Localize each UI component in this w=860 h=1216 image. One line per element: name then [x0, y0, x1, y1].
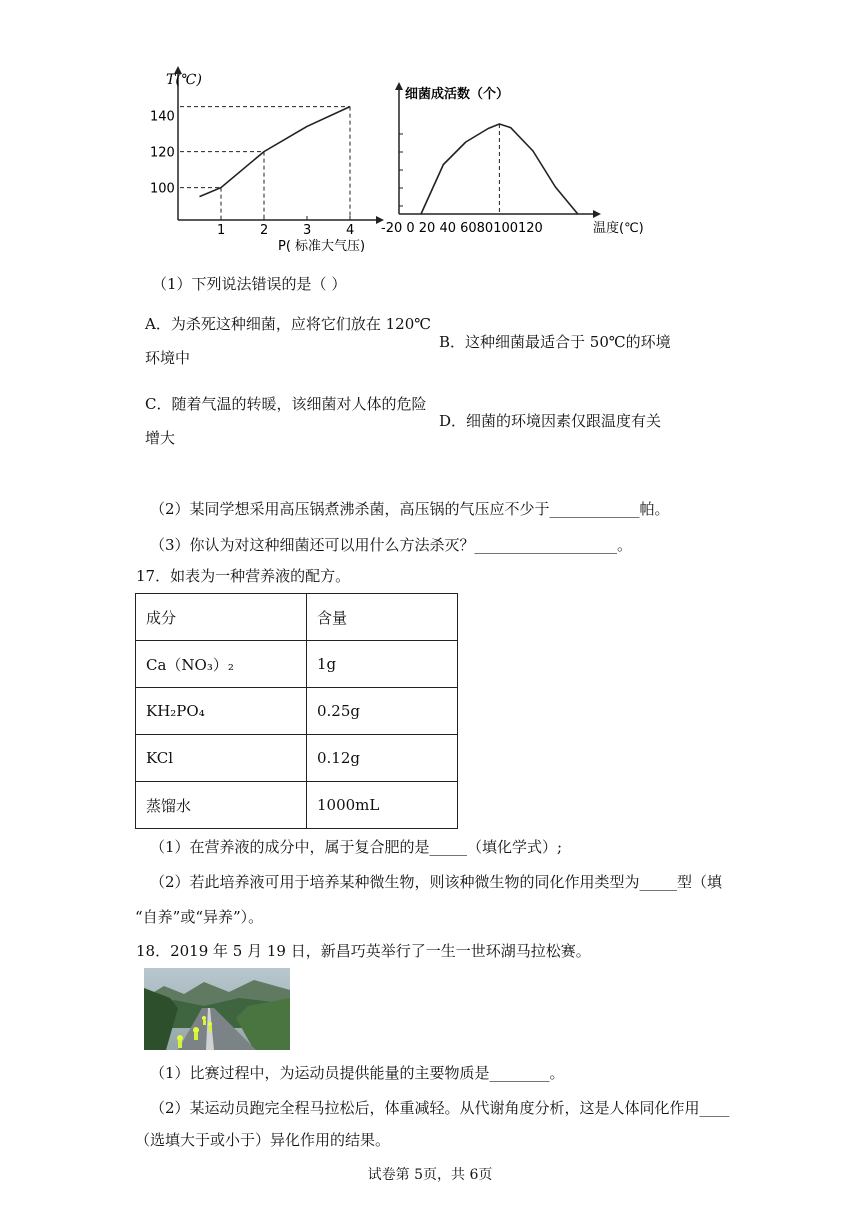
y-axis-label: 细菌成活数（个）: [405, 87, 510, 102]
x-axis-label: 温度(℃): [593, 221, 644, 236]
table-row: [136, 782, 458, 829]
q16-sub3: （3）你认为对这种细菌还可以用什么方法杀灭？___________________。: [150, 536, 633, 554]
table-row: [136, 594, 458, 641]
x-axis-arrow: [593, 210, 601, 218]
q18-sub2-line1: （2）某运动员跑完全程马拉松后，体重减轻。从代谢角度分析，这是人体同化作用____: [150, 1099, 730, 1117]
q18-stem: 18．2019 年 5 月 19 日，新昌巧英举行了一生一世环湖马拉松赛。: [136, 942, 591, 960]
x-tick-label: 1: [217, 223, 226, 238]
q17-sub2-line2: “自养”或“异养”）。: [135, 908, 264, 926]
table-cell: 1000mL: [307, 782, 458, 829]
table-header-cell: 含量: [307, 594, 458, 641]
q16-option-c-line1: C．随着气温的转暖，该细菌对人体的危险: [145, 395, 427, 413]
x-tick-labels: -20 0 20 40 6080100120: [381, 221, 543, 236]
q16-option-c-line2: 增大: [145, 429, 176, 447]
q16-sub1: （1）下列说法错误的是（ ）: [152, 275, 347, 293]
table-cell: KCl: [136, 735, 307, 782]
table-row: [136, 641, 458, 688]
table-cell: Ca（NO₃）₂: [136, 641, 307, 688]
x-tick-label: 4: [346, 223, 355, 238]
table-cell: KH₂PO₄: [136, 688, 307, 735]
table-row: [136, 688, 458, 735]
q17-sub2-line1: （2）若此培养液可用于培养某种微生物，则该种微生物的同化作用类型为_____型（填: [150, 873, 723, 891]
table-cell: 蒸馏水: [136, 782, 307, 829]
x-tick-label: 3: [303, 223, 312, 238]
page-footer: 试卷第 5页，共 6页: [367, 1167, 493, 1183]
table-row: [136, 735, 458, 782]
q16-option-a-line1: A．为杀死这种细菌，应将它们放在 120℃: [145, 315, 432, 333]
x-axis-label: P( 标准大气压): [278, 239, 366, 254]
q18-sub2-line2: （选填大于或小于）异化作用的结果。: [135, 1131, 391, 1149]
q16-sub2: （2）某同学想采用高压锅煮沸杀菌，高压锅的气压应不少于____________帕。: [150, 500, 670, 518]
y-tick-label: 120: [150, 145, 175, 161]
bacteria-survival-chart: [375, 78, 675, 238]
marathon-photo: [144, 968, 290, 1050]
q18-sub1: （1）比赛过程中，为运动员提供能量的主要物质是________。: [150, 1064, 565, 1082]
q16-option-b: B．这种细菌最适合于 50℃的环境: [439, 333, 671, 351]
table-cell: 0.12g: [307, 735, 458, 782]
q17-sub1: （1）在营养液的成分中，属于复合肥的是_____（填化学式）;: [150, 838, 563, 856]
boiling-point-chart: [150, 62, 390, 254]
y-tick-label: 100: [150, 181, 175, 197]
x-tick-label: 2: [260, 223, 269, 238]
q16-option-d: D．细菌的环境因素仅跟温度有关: [439, 412, 662, 430]
y-tick-label: 140: [150, 109, 175, 125]
table-cell: 1g: [307, 641, 458, 688]
y-axis-label: T(℃): [166, 72, 202, 88]
q17-stem: 17．如表为一种营养液的配方。: [136, 567, 351, 585]
nutrient-table: [135, 593, 458, 829]
table-cell: 0.25g: [307, 688, 458, 735]
table-header-cell: 成分: [136, 594, 307, 641]
y-axis-arrow: [395, 82, 403, 90]
q16-option-a-line2: 环境中: [145, 349, 191, 367]
